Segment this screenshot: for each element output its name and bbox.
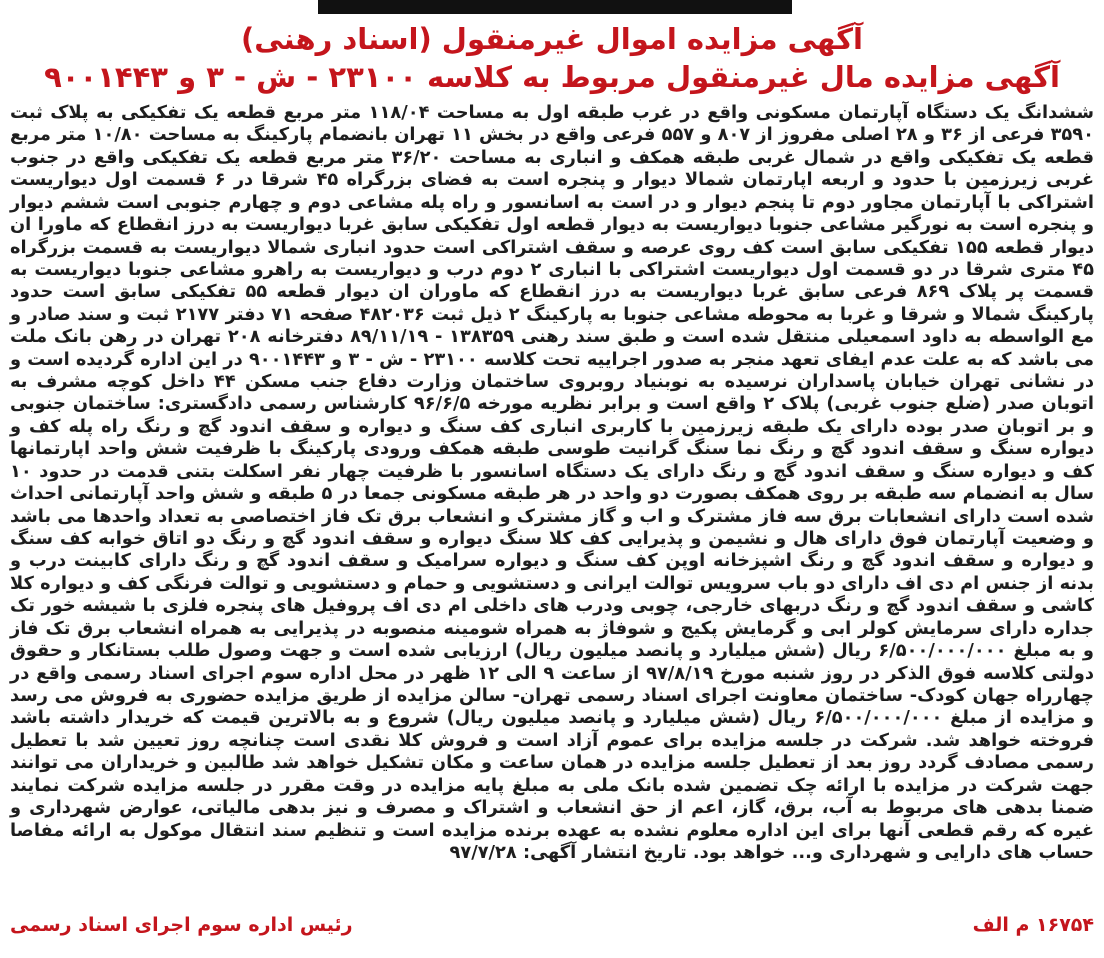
top-black-bar — [318, 0, 792, 14]
notice-title: آگهی مزایده اموال غیرمنقول (اسناد رهنی) — [241, 22, 863, 56]
notice-reference-code: ۱۶۷۵۴ م الف — [972, 914, 1094, 936]
notice-subtitle: آگهی مزایده مال غیرمنقول مربوط به کلاسه ۲۳۱۰۰ - ش - ۳ و ۹۰۰۱۴۴۳ — [44, 60, 1060, 94]
notice-body: ششدانگ یک دستگاه آپارتمان مسکونی واقع در غرب طبقه اول به مساحت ۱۱۸/۰۴ متر مربع قطعه یک تفکیکی به پلاک ثبت ۳۵۹۰ فرعی از ۳۶ و ۲۸ اصلی مفروز از ۸۰۷ و ۵۵۷ فرعی واقع در بخش ۱۱ تهران بانضمام پارکینگ به مساحت ۱۰/۸۰ متر مربع قطعه یک تفکیکی واقع در شمال غربی طبقه همکف و انباری به مساحت ۳۶/۲۰ متر مربع قطعه یک تفکیکی واقع در جنوب غربی زیرزمین با حدود و اربعه اپارتمان شمالا دیوار و پنجره است به فضای بزرگراه ۴۵ شرقا در ۶ قسمت اول دیواریست اشتراکی با آپارتمان مجاور دوم تا پنجم دیوار و در است به اسانسور و راه پله مشاعی دوم و چهارم جنوبی است ششم دیوار و پنجره است به نورگیر مشاعی جنوبا دیواریست به دیوار قطعه اول تفکیکی سابق غربا دیواریست به درز انقطاع که ماورا ان دیوار قطعه ۱۵۵ تفکیکی سابق است کف روی عرصه و سقف اشتراکی است حدود انباری شمالا دیواریست به قسمت بزرگراه ۴۵ متری شرقا در دو قسمت اول دیواریست اشتراکی با انباری ۲ دوم درب و دیواریست به راهرو مشاعی جنوبا دیواریست به قسمت پر پلاک ۸۶۹ فرعی سابق غربا دیواریست به درز انقطاع که ماوران ان دیوار قطعه ۵۵ تفکیکی سابق است حدود پارکینگ شمالا و شرقا و غربا به محوطه مشاعی جنوبا به پارکینگ ۲ ذیل ثبت ۴۸۲۰۳۶ صفحه ۷۱ دفتر ۲۱۷۷ ثبت و سند صادر و مع الواسطه به داود اسمعیلی منتقل شده است و طبق سند رهنی ۱۳۸۳۵۹ - ۸۹/۱۱/۱۹ دفترخانه ۲۰۸ تهران در رهن بانک ملت می باشد که به علت عدم ایفای تعهد منجر به صدور اجراییه تحت کلاسه ۲۳۱۰۰ - ش - ۳ و ۹۰۰۱۴۴۳ در این اداره گردیده است و در نشانی تهران خیابان پاسداران نرسیده به نوبنیاد روبروی ساختمان وزارت دفاع جنب مسکن ۴۴ داخل کوچه مشرف به اتوبان صدر (ضلع جنوب غربی) پلاک ۲ واقع است و برابر نظریه مورخه ۹۶/۶/۵ کارشناس رسمی دادگستری: ساختمان جنوبی و بر اتوبان صدر بوده دارای یک طبقه زیرزمین با کاربری انباری کف سنگ و دیواره و سقف اندود گچ و رنگ راه پله کف و دیواره سنگ و سقف اندود گچ و رنگ نما سنگ گرانیت طوسی طبقه همکف ورودی پارکینگ با ظرفیت شش واحد اپارتمانها کف و دیواره سنگ و سقف اندود گچ و رنگ دارای یک دستگاه اسانسور با ظرفیت چهار نفر اسکلت بتنی قدمت در حدود ۱۰ سال به انضمام سه طبقه بر روی همکف بصورت دو واحد در هر طبقه مسکونی جمعا در ۵ طبقه و شش واحد آپارتمانی احداث شده است دارای انشعابات برق سه فاز مشترک و اب و گاز مشترک و انشعاب برق تک فاز اختصاصی به تعداد واحدها می باشد و وضعیت آپارتمان فوق دارای هال و نشیمن و پذیرایی کف کلا سنگ دیواره و سقف اندود گچ و رنگ دو اتاق خوابه کف سنگ و دیواره و سقف اندود گچ و رنگ اشپزخانه اوپن کف سنگ و دیواره سرامیک و سقف اندود گچ و رنگ دارای کابینت درب و بدنه از جنس ام دی اف دارای دو باب سرویس توالت ایرانی و دستشویی و حمام و دستشویی و توالت فرنگی کف و دیواره کلا کاشی و سقف اندود گچ و رنگ دربهای خارجی، چوبی ودرب های داخلی ام دی اف پروفیل های پنجره فلزی با شیشه خور تک جداره دارای سرمایش کولر ابی و گرمایش پکیج و شوفاژ به همراه شومینه منصوبه در پذیرایی به همراه انشعاب برق تک فاز و به مبلغ ۶/۵۰۰/۰۰۰/۰۰۰ ریال (شش میلیارد و پانصد میلیون ریال) ارزیابی شده است و جهت وصول طلب بستانکار و حقوق دولتی کلاسه فوق الذکر در روز شنبه مورخ ۹۷/۸/۱۹ از ساعت ۹ الی ۱۲ ظهر در محل اداره سوم اجرای اسناد رسمی واقع در چهارراه جهان کودک- ساختمان معاونت اجرای اسناد رسمی تهران- سالن مزایده از طریق مزایده حضوری به فروش می رسد و مزایده از مبلغ ۶/۵۰۰/۰۰۰/۰۰۰ ریال (شش میلیارد و پانصد میلیون ریال) شروع و به بالاترین قیمت که خریدار داشته باشد فروخته خواهد شد. شرکت در جلسه مزایده برای عموم آزاد است و فروش کلا نقدی است چنانچه روز تعیین شد با تعطیل رسمی مصادف گردد روز بعد از تعطیل جلسه مزایده در همان ساعت و مکان تشکیل خواهد شد طالبین و خریداران می توانند جهت شرکت در مزایده با ارائه چک تضمین شده بانک ملی به مبلغ پایه مزایده در وقت مقرر در جلسه مزایده شرکت نمایند ضمنا بدهی های مربوط به آب، برق، گاز، اعم از حق انشعاب و اشتراک و مصرف و نیز بدهی مالیاتی، عوارض شهرداری و غیره که رقم قطعی آنها برای این اداره معلوم نشده به عهده برنده مزایده است و تنظیم سند انتقال موکول به ارائه مفاصا حساب های دارایی و شهرداری و... خواهد بود. تاریخ انتشار آگهی: ۹۷/۷/۲۸ — [10, 102, 1095, 863]
notice-signature: رئیس اداره سوم اجرای اسناد رسمی — [10, 914, 353, 936]
auction-notice — [10, 14, 1094, 944]
notice-footer — [10, 910, 1094, 940]
